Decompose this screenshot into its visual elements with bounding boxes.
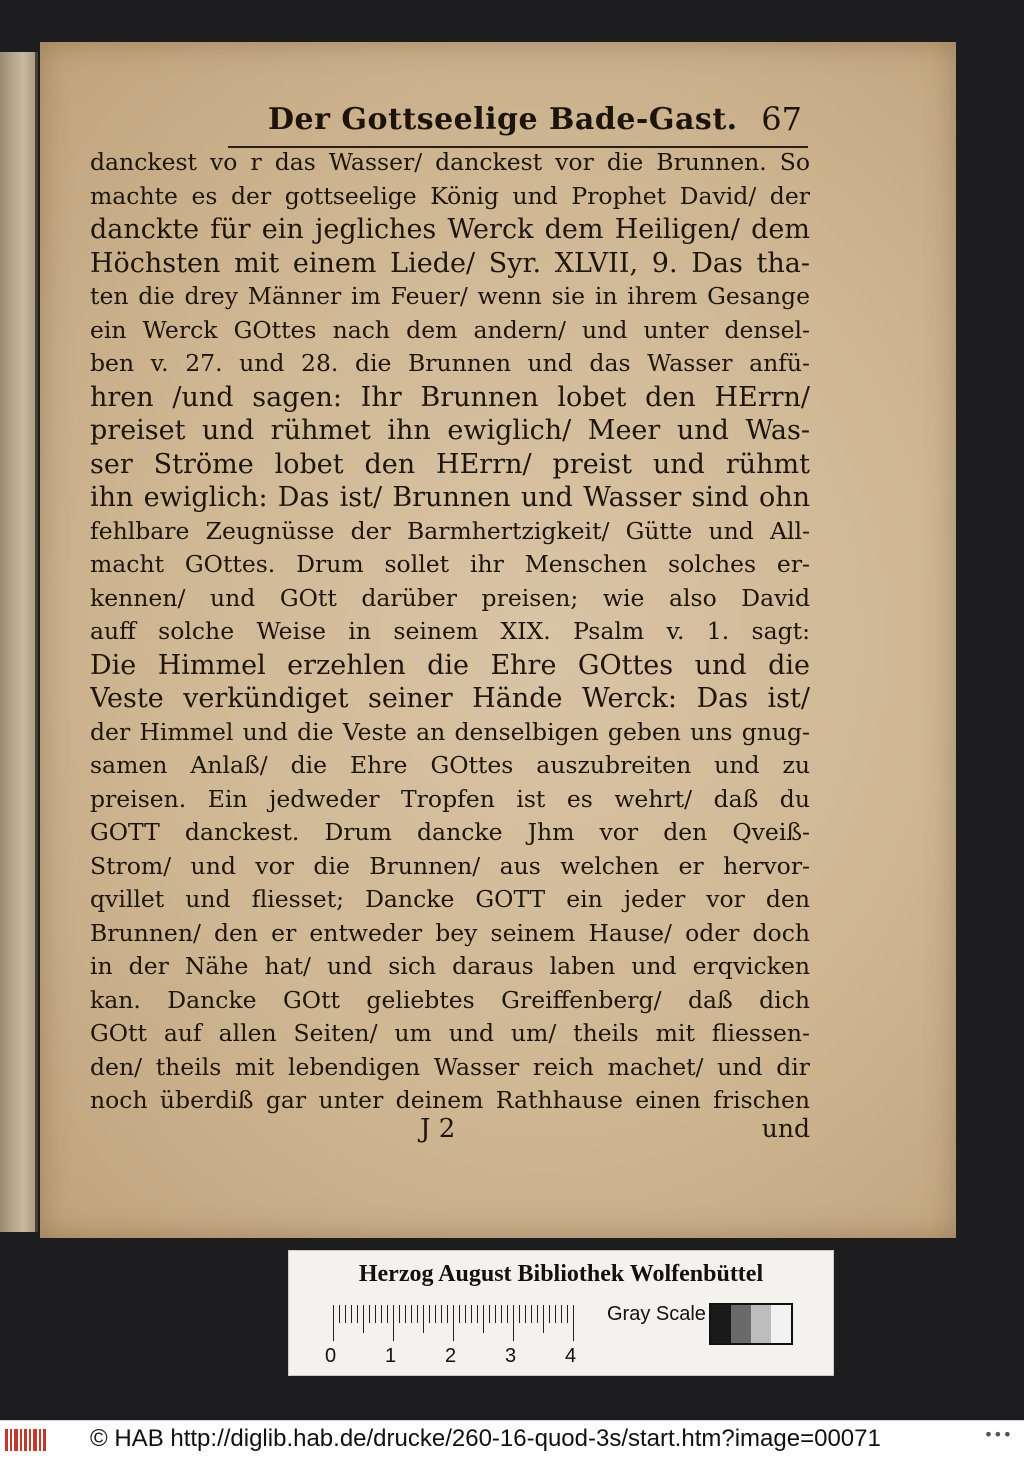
text-line: ihn ewiglich: Das ist/ Brunnen und Wasser sind ohn xyxy=(90,482,810,513)
ruler-tick xyxy=(369,1305,370,1323)
ruler-tick xyxy=(477,1305,478,1323)
text-line: GOTT danckest. Drum dancke Jhm vor den Qveiß- xyxy=(90,818,810,846)
ruler-tick xyxy=(501,1305,502,1323)
text-line: preiset und rühmet ihn ewiglich/ Meer und Was- xyxy=(90,415,810,446)
scale-ruler xyxy=(333,1303,583,1343)
ruler-tick xyxy=(363,1305,364,1333)
gray-swatch xyxy=(751,1305,771,1343)
status-bar xyxy=(0,1420,1024,1459)
ruler-tick xyxy=(543,1305,544,1333)
ruler-tick xyxy=(495,1305,496,1323)
ruler-tick xyxy=(447,1305,448,1323)
text-line: Höchsten mit einem Liede/ Syr. XLVII, 9. Das tha- xyxy=(90,247,810,279)
text-line: qvillet und fliesset; Dancke GOTT ein jeder vor den xyxy=(90,885,810,913)
copyright-url[interactable]: © HAB http://diglib.hab.de/drucke/260-16-quod-3s/start.htm?image=00071 xyxy=(90,1425,881,1452)
ruler-tick xyxy=(417,1305,418,1323)
text-line: GOtt auf allen Seiten/ um und um/ theils mit fliessen- xyxy=(90,1019,810,1047)
text-line: auff solche Weise in seinem XIX. Psalm v. 1. sagt: xyxy=(90,617,810,645)
ruler-number: 3 xyxy=(505,1345,517,1367)
running-header xyxy=(228,102,808,148)
text-line: fehlbare Zeugnüsse der Barmhertzigkeit/ Gütte und All- xyxy=(90,516,810,545)
ruler-tick xyxy=(519,1305,520,1323)
ruler-tick xyxy=(549,1305,550,1323)
gray-swatch xyxy=(711,1305,731,1343)
text-line: danckte für ein jegliches Werck dem Heiligen/ dem xyxy=(90,214,810,245)
ruler-tick xyxy=(411,1305,412,1323)
ruler-tick xyxy=(453,1305,454,1341)
gray-swatch xyxy=(771,1305,791,1343)
running-title: Der Gottseelige Bade-Gast. xyxy=(268,102,738,137)
text-line: ben v. 27. und 28. die Brunnen und das Wasser anfü- xyxy=(90,349,810,377)
ruler-tick xyxy=(555,1305,556,1323)
text-line: noch überdiß gar unter deinem Rathhause einen frischen xyxy=(90,1086,810,1114)
text-line: Brunnen/ den er entweder bey seinem Hause/ oder doch xyxy=(90,918,810,947)
ruler-tick xyxy=(423,1305,424,1333)
text-line: samen Anlaß/ die Ehre GOttes auszubreiten und zu xyxy=(90,751,810,779)
book-page xyxy=(40,42,956,1238)
gray-swatch xyxy=(731,1305,751,1343)
adjacent-page-edge xyxy=(0,52,38,1232)
catchword: und xyxy=(761,1114,810,1143)
ruler-tick xyxy=(339,1305,340,1323)
ruler-tick xyxy=(561,1305,562,1323)
text-line: machte es der gottseelige König und Prophet David/ der xyxy=(90,181,810,210)
ruler-tick xyxy=(435,1305,436,1323)
text-line: der Himmel und die Veste an denselbigen geben uns gnug- xyxy=(90,717,810,746)
barcode-logo-icon xyxy=(4,1427,48,1453)
gray-scale-label: Gray Scale xyxy=(607,1303,706,1325)
ruler-tick xyxy=(537,1305,538,1323)
ruler-number: 4 xyxy=(565,1345,577,1367)
ruler-tick xyxy=(405,1305,406,1323)
page-number: 67 xyxy=(761,100,802,138)
text-line: Veste verkündiget seiner Hände Werck: Das ist/ xyxy=(90,683,810,714)
more-dots-icon[interactable]: ••• xyxy=(983,1425,1012,1444)
color-target-card xyxy=(288,1250,834,1376)
ruler-tick xyxy=(507,1305,508,1323)
text-line: ser Ströme lobet den HErrn/ preist und rühmt xyxy=(90,448,810,480)
ruler-number: 1 xyxy=(385,1345,397,1367)
ruler-tick xyxy=(333,1305,334,1341)
text-line: kennen/ und GOtt darüber preisen; wie also David xyxy=(90,583,810,612)
text-line: preisen. Ein jedweder Tropfen ist es wehrt/ daß du xyxy=(90,784,810,813)
text-line: Die Himmel erzehlen die Ehre GOttes und die xyxy=(90,649,810,681)
ruler-tick xyxy=(357,1305,358,1323)
text-line: Strom/ und vor die Brunnen/ aus welchen er hervor- xyxy=(90,851,810,880)
ruler-tick xyxy=(393,1305,394,1341)
text-line: in der Nähe hat/ und sich daraus laben und erqvicken xyxy=(90,952,810,980)
ruler-number: 2 xyxy=(445,1345,457,1367)
text-line: hren /und sagen: Ihr Brunnen lobet den HErrn/ xyxy=(90,381,810,413)
ruler-number: 0 xyxy=(325,1345,337,1367)
gray-scale-swatches xyxy=(709,1303,793,1345)
ruler-tick xyxy=(375,1305,376,1323)
library-name: Herzog August Bibliothek Wolfenbüttel xyxy=(358,1261,764,1287)
text-line: macht GOttes. Drum sollet ihr Menschen solches er- xyxy=(90,550,810,578)
text-line: ein Werck GOttes nach dem andern/ und unter densel- xyxy=(90,315,810,344)
ruler-tick xyxy=(513,1305,514,1341)
text-line: ten die drey Männer im Feuer/ wenn sie in ihrem Gesange xyxy=(90,282,810,310)
ruler-tick xyxy=(567,1305,568,1323)
ruler-tick xyxy=(387,1305,388,1323)
ruler-tick xyxy=(429,1305,430,1323)
ruler-tick xyxy=(381,1305,382,1323)
ruler-tick xyxy=(483,1305,484,1333)
signature-mark: J 2 xyxy=(420,1114,456,1144)
ruler-tick xyxy=(465,1305,466,1323)
ruler-tick xyxy=(399,1305,400,1323)
text-line: den/ theils mit lebendigen Wasser reich machet/ und dir xyxy=(90,1052,810,1081)
body-text xyxy=(90,146,810,1118)
ruler-tick xyxy=(489,1305,490,1323)
ruler-tick xyxy=(525,1305,526,1323)
ruler-numbers xyxy=(325,1345,595,1369)
ruler-tick xyxy=(573,1305,574,1341)
ruler-tick xyxy=(441,1305,442,1323)
ruler-tick xyxy=(471,1305,472,1323)
page-footer xyxy=(90,1114,810,1150)
ruler-tick xyxy=(459,1305,460,1323)
ruler-tick xyxy=(351,1305,352,1323)
text-line: danckest vo r das Wasser/ danckest vor die Brunnen. So xyxy=(90,148,810,176)
ruler-tick xyxy=(345,1305,346,1323)
ruler-tick xyxy=(531,1305,532,1323)
text-line: kan. Dancke GOtt geliebtes Greiffenberg/ daß dich xyxy=(90,985,810,1014)
